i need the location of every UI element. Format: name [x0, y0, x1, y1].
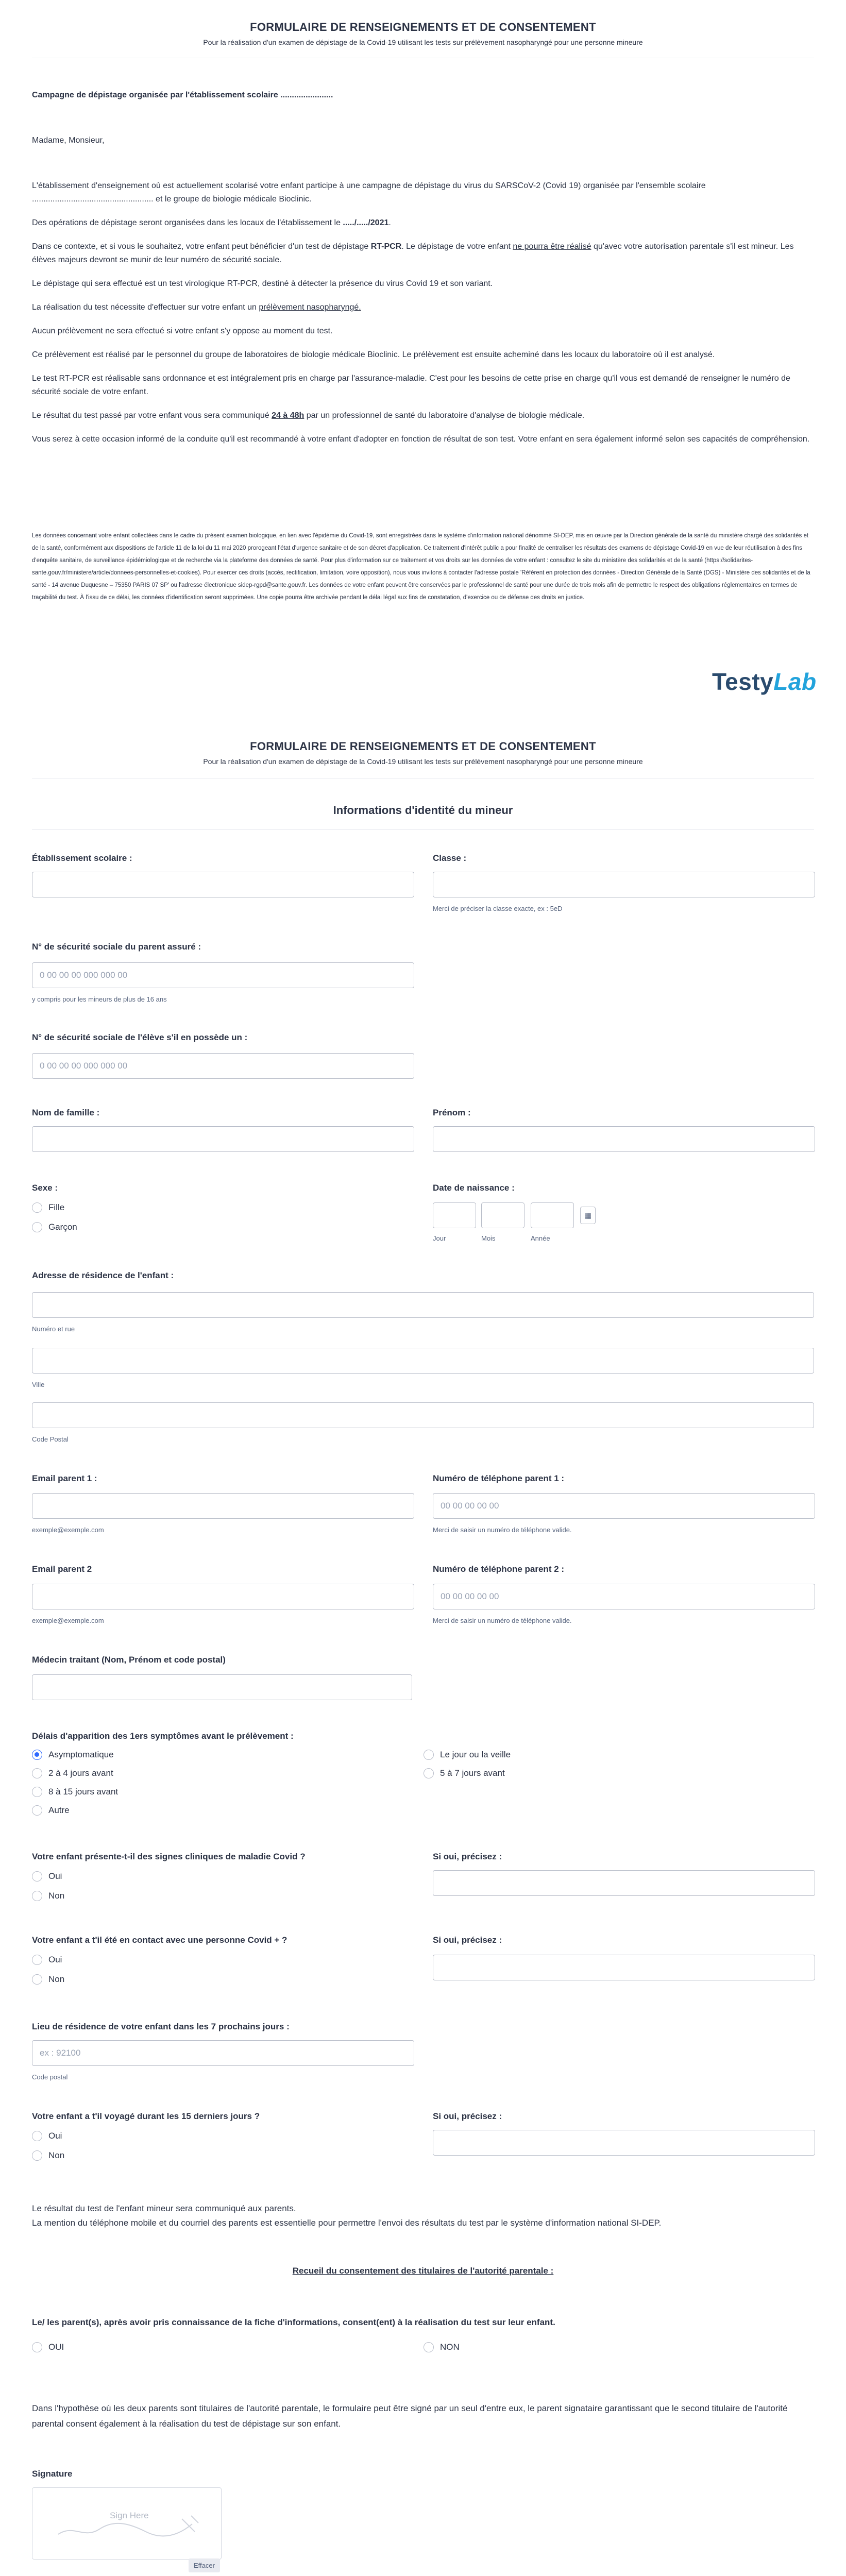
travel-no[interactable]: Non: [32, 2150, 64, 2161]
testylab-logo: TestyLab: [712, 668, 817, 695]
school-label: Établissement scolaire :: [32, 853, 132, 863]
radio-icon: [32, 1974, 42, 1985]
calendar-icon[interactable]: ▦: [580, 1207, 596, 1224]
contact-yes[interactable]: Oui: [32, 1955, 62, 1965]
paragraph: Ce prélèvement est réalisé par le personnel du groupe de laboratoires de biologie médicale Bioclinic. Le prélèvement est ensuite acheminé dans les locaux du laboratoire où il est analysé.: [32, 350, 715, 359]
lastname-label: Nom de famille :: [32, 1108, 100, 1117]
phone2-hint: Merci de saisir un numéro de téléphone valide.: [433, 1617, 572, 1624]
child-ssn-label: N° de sécurité sociale de l'élève s'il en possède un :: [32, 1032, 248, 1042]
contact-label: Votre enfant a t'il été en contact avec une personne Covid + ?: [32, 1935, 287, 1945]
radio-selected-icon: [32, 1750, 42, 1760]
radio-icon: [32, 2150, 42, 2161]
result-line-2: La mention du téléphone mobile et du courriel des parents est essentielle pour permettre l'envoi des résultats du test par le système d'information national SI-DEP.: [32, 2218, 662, 2228]
sex-option-fille[interactable]: Fille: [32, 1202, 64, 1213]
paragraph: Le test RT-PCR est réalisable sans ordonnance et est intégralement pris en charge par l'assurance-maladie. C'est pour les besoins de cette prise en charge qu'il vous est demandé de renseigner le numéro de sécurité sociale de votre enfant.: [32, 374, 790, 396]
radio-icon: [424, 1768, 434, 1778]
phone1-input[interactable]: 00 00 00 00 00: [433, 1493, 815, 1519]
form-subtitle: Pour la réalisation d'un examen de dépistage de la Covid-19 utilisant les tests sur prélèvement nasopharyngé pour une personne mineure: [203, 757, 643, 766]
covid-signs-no[interactable]: Non: [32, 1891, 64, 1901]
covid-signs-specify-input[interactable]: [433, 1870, 815, 1896]
email1-input[interactable]: [32, 1493, 414, 1519]
consent-question: Le/ les parent(s), après avoir pris connaissance de la fiche d'informations, consent(ent) à la réalisation du test sur leur enfant.: [32, 2317, 555, 2327]
radio-icon: [32, 1891, 42, 1901]
email2-label: Email parent 2: [32, 1564, 92, 1574]
travel-yes[interactable]: Oui: [32, 2131, 62, 2141]
phone1-hint: Merci de saisir un numéro de téléphone valide.: [433, 1526, 572, 1534]
radio-icon: [32, 1787, 42, 1797]
covid-signs-yes[interactable]: Oui: [32, 1871, 62, 1882]
child-ssn-input[interactable]: 0 00 00 00 000 000 00: [32, 1053, 414, 1079]
radio-icon: [32, 2342, 42, 2352]
paragraph: Vous serez à cette occasion informé de la conduite qu'il est recommandé à votre enfant d'adopter en fonction de résultat de son test. Votre enfant en sera également informé selon ses capacités de compréhension.: [32, 435, 810, 444]
paragraph: Des opérations de dépistage seront organisées dans les locaux de l'établissement le ...../...../2021.: [32, 218, 391, 227]
dob-year-hint: Année: [531, 1234, 550, 1242]
travel-label: Votre enfant a t'il voyagé durant les 15 derniers jours ?: [32, 2111, 260, 2121]
residence-label: Lieu de résidence de votre enfant dans les 7 prochains jours :: [32, 2022, 290, 2031]
delay-label: Délais d'apparition des 1ers symptômes avant le prélèvement :: [32, 1731, 294, 1741]
page-title: FORMULAIRE DE RENSEIGNEMENTS ET DE CONSENTEMENT: [250, 21, 596, 33]
dob-label: Date de naissance :: [433, 1183, 515, 1193]
campaign-line: Campagne de dépistage organisée par l'établissement scolaire .......................: [32, 91, 333, 99]
dob-month-hint: Mois: [481, 1234, 496, 1242]
parent-ssn-input[interactable]: 0 00 00 00 000 000 00: [32, 962, 414, 988]
street-input[interactable]: [32, 1292, 814, 1318]
phone2-input[interactable]: 00 00 00 00 00: [433, 1584, 815, 1609]
email1-label: Email parent 1 :: [32, 1473, 97, 1483]
delay-option-autre[interactable]: Autre: [32, 1805, 70, 1816]
delay-option-asymptomatique[interactable]: Asymptomatique: [32, 1750, 114, 1760]
email2-hint: exemple@exemple.com: [32, 1617, 104, 1624]
zip-hint: Code Postal: [32, 1435, 69, 1443]
covid-signs-specify-label: Si oui, précisez :: [433, 1852, 502, 1861]
doctor-label: Médecin traitant (Nom, Prénom et code postal): [32, 1655, 226, 1665]
letter-header: [32, 21, 814, 46]
phone1-label: Numéro de téléphone parent 1 :: [433, 1473, 565, 1483]
radio-icon: [32, 2131, 42, 2141]
identity-section-header: [32, 804, 814, 817]
travel-specify-label: Si oui, précisez :: [433, 2111, 502, 2121]
dob-month-input[interactable]: [481, 1202, 524, 1228]
contact-specify-label: Si oui, précisez :: [433, 1935, 502, 1945]
contact-no[interactable]: Non: [32, 1974, 64, 1985]
zip-input[interactable]: [32, 1402, 814, 1428]
consent-yes[interactable]: OUI: [32, 2342, 64, 2352]
radio-icon: [32, 1222, 42, 1232]
parent-ssn-label: N° de sécurité sociale du parent assuré :: [32, 942, 201, 952]
covid-signs-label: Votre enfant présente-t-il des signes cliniques de maladie Covid ?: [32, 1852, 306, 1861]
divider: [32, 829, 814, 830]
radio-icon: [32, 1955, 42, 1965]
salutation: Madame, Monsieur,: [32, 136, 105, 145]
phone2-label: Numéro de téléphone parent 2 :: [433, 1564, 565, 1574]
paragraph: Dans ce contexte, et si vous le souhaitez, votre enfant peut bénéficier d'un test de dépistage RT-PCR. Le dépistage de votre enfant ne pourra être réalisé qu'avec votre autorisation parentale s'il est mineur. Les élèves majeurs devront se munir de leur numéro de sécurité sociale.: [32, 242, 794, 264]
paragraph: L'établissement d'enseignement où est actuellement scolarisé votre enfant participe à une campagne de dépistage du virus du SARSCoV-2 (Covid 19) organisée par l'ensemble scolaire ..................................................... et le groupe de biologie médicale Bioclinic.: [32, 181, 706, 204]
consent-title: Recueil du consentement des titulaires de l'autorité parentale :: [292, 2266, 554, 2276]
sex-option-garcon[interactable]: Garçon: [32, 1222, 77, 1232]
class-label: Classe :: [433, 853, 467, 863]
contact-specify-input[interactable]: [433, 1955, 815, 1980]
radio-icon: [424, 1750, 434, 1760]
residence-input[interactable]: ex : 92100: [32, 2040, 414, 2066]
travel-specify-input[interactable]: [433, 2130, 815, 2156]
doctor-input[interactable]: [32, 1674, 412, 1700]
signature-pad[interactable]: [32, 2487, 222, 2560]
radio-icon: [32, 1805, 42, 1816]
paragraph: La réalisation du test nécessite d'effectuer sur votre enfant un prélèvement nasopharyngé.: [32, 303, 361, 312]
address-label: Adresse de résidence de l'enfant :: [32, 1270, 174, 1280]
firstname-label: Prénom :: [433, 1108, 471, 1117]
result-line-1: Le résultat du test de l'enfant mineur sera communiqué aux parents.: [32, 2204, 296, 2213]
school-input[interactable]: [32, 872, 414, 897]
paragraph: Le dépistage qui sera effectué est un test virologique RT-PCR, destiné à détecter la présence du virus Covid 19 et son variant.: [32, 279, 493, 288]
city-hint: Ville: [32, 1381, 45, 1388]
form-header: [32, 740, 814, 766]
dob-year-input[interactable]: [531, 1202, 574, 1228]
class-hint: Merci de préciser la classe exacte, ex : 5eD: [433, 905, 563, 912]
firstname-input[interactable]: [433, 1126, 815, 1152]
radio-icon: [424, 2342, 434, 2352]
delay-option-5-7[interactable]: 5 à 7 jours avant: [424, 1768, 505, 1778]
email1-hint: exemple@exemple.com: [32, 1526, 104, 1534]
signature-hint: Sign Here: [110, 2511, 149, 2520]
legal-notice: [32, 530, 814, 604]
email2-input[interactable]: [32, 1584, 414, 1609]
section-title: Informations d'identité du mineur: [333, 804, 513, 817]
consent-no[interactable]: NON: [424, 2342, 460, 2352]
street-hint: Numéro et rue: [32, 1325, 75, 1333]
lastname-input[interactable]: [32, 1126, 414, 1152]
delay-option-jour-veille[interactable]: Le jour ou la veille: [424, 1750, 511, 1760]
form-title: FORMULAIRE DE RENSEIGNEMENTS ET DE CONSENTEMENT: [250, 740, 596, 753]
letter-body: [32, 89, 814, 446]
delay-option-2-4[interactable]: 2 à 4 jours avant: [32, 1768, 113, 1778]
consent-note: Dans l'hypothèse où les deux parents sont titulaires de l'autorité parentale, le formulaire peut être signé par un seul d'entre eux, le parent signataire garantissant que le second titulaire de l'autorité parental consent également à la réalisation du test de dépistage sur son enfant.: [32, 2403, 788, 2429]
clear-signature-button[interactable]: Effacer: [189, 2558, 220, 2572]
dob-day-input[interactable]: [433, 1202, 476, 1228]
parent-ssn-hint: y compris pour les mineurs de plus de 16 ans: [32, 995, 167, 1003]
signature-scribble-icon: [53, 2509, 208, 2545]
radio-icon: [32, 1768, 42, 1778]
radio-icon: [32, 1871, 42, 1882]
dob-day-hint: Jour: [433, 1234, 446, 1242]
class-input[interactable]: [433, 872, 815, 897]
paragraph: Aucun prélèvement ne sera effectué si votre enfant s'y oppose au moment du test.: [32, 327, 333, 335]
signature-label: Signature: [32, 2469, 73, 2479]
page-subtitle: Pour la réalisation d'un examen de dépistage de la Covid-19 utilisant les tests sur prélèvement nasopharyngé pour une personne mineure: [203, 38, 643, 46]
city-input[interactable]: [32, 1348, 814, 1374]
delay-option-8-15[interactable]: 8 à 15 jours avant: [32, 1787, 118, 1797]
radio-icon: [32, 1202, 42, 1213]
residence-hint: Code postal: [32, 2073, 68, 2081]
sex-label: Sexe :: [32, 1183, 58, 1193]
legal-text: Les données concernant votre enfant collectées dans le cadre du présent examen biologique, en lien avec l'épidémie du Covid-19, sont enregistrées dans le système d'information national dénommé SI-DEP, mis en œuvre par la Direction générale de la santé du ministère chargé des solidarités et de la santé, conformément aux dispositions de l'article 11 de la loi du 11 mai 2020 prorogeant l'état d'urgence sanitaire et de son décret d'application. Ce traitement d'intérêt public a pour finalité de centraliser les résultats des examens de dépistage Covid-19 en vue de leur réutilisation à des fins d'enquête sanitaire, de surveillance épidémiologique et de recherche via la plateforme des données de santé. Pour plus d'information sur ce traitement et vos droits sur les données de votre enfant : consultez le site du ministère des solidarités et de la santé (https://solidarites-sante.gouv.fr/ministere/article/donnees-personnelles-et-cookies). Pour exercer ces droits (accès, rectification, limitation, voire opposition), nous vous invitons à contacter l'adresse postale 'Référent en protection des données - Direction Générale de la Santé (DGS) - Ministère des solidarités et de la santé - 14 avenue Duquesne – 75350 PARIS 07 SP' ou l'adresse électronique sidep-rgpd@sante.gouv.fr. Les données de votre enfant peuvent être conservées par le professionnel de santé pour une durée de trois mois afin de permettre le respect des obligations réglementaires en termes de traçabilité du test. À l'issu de ce délai, les données d'identification seront supprimées. Une copie pourra être archivée pendant le délai légal aux fins de constatation, d'exercice ou de défense des droits en justice.: [32, 533, 810, 601]
paragraph: Le résultat du test passé par votre enfant vous sera communiqué 24 à 48h par un professionnel de santé du laboratoire d'analyse de biologie médicale.: [32, 411, 585, 420]
